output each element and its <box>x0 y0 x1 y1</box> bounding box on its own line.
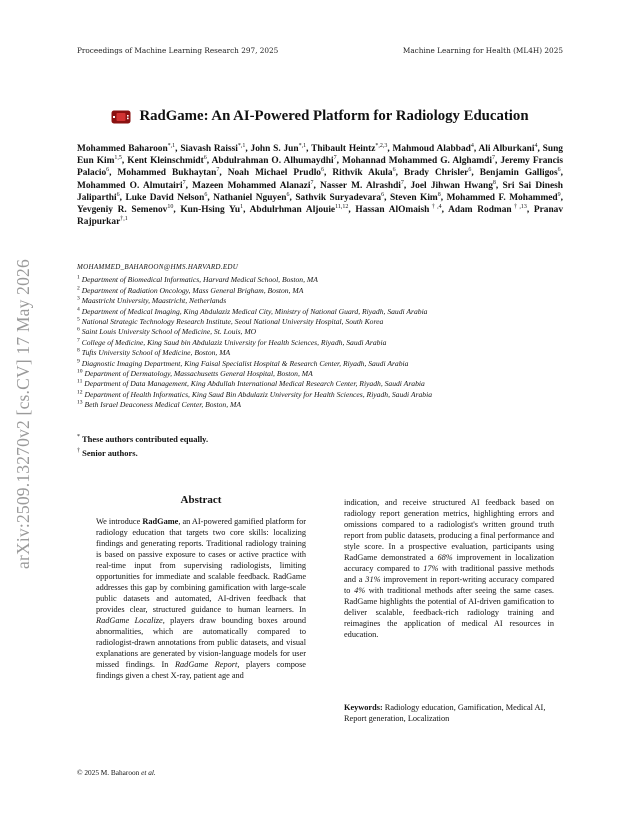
author-name: Mohammed O. Almutairi <box>77 180 183 191</box>
author-affiliation-marker: 6 <box>321 167 324 174</box>
author-affiliation-marker: 1,5 <box>114 155 122 162</box>
abstract-text: , players draw bounding boxes around abnormalities, which are automatically compared to radiologist-drawn annotations from public datasets, and visual explanations are generated by vision-language models for user missed findings. In <box>96 616 306 669</box>
author-name: Siavash Raissi <box>180 144 238 154</box>
author-affiliation-marker: 7 <box>182 179 186 186</box>
author-affiliation-marker: 6 <box>557 167 561 174</box>
affiliation-item: $^3$ Maastricht University, Maastricht, Netherlands <box>77 295 227 306</box>
author-affiliation-marker: 6 <box>106 167 110 174</box>
keywords <box>344 702 554 724</box>
author-name: Noah Michael Prudlo <box>227 168 321 179</box>
author-affiliation-marker: 9 <box>557 191 561 198</box>
author-name: Mohammed Bukhaytan <box>117 168 217 179</box>
senior-author-note: † Senior authors. <box>77 447 138 458</box>
author-name: Steven Kim <box>389 192 438 203</box>
author-affiliation-marker: *,1 <box>167 142 176 149</box>
author-name: Nasser M. Alrashdi <box>320 180 401 191</box>
affiliation-item: $^{12}$ Department of Health Informatics, King Saud Bin Abdulaziz University for Health Sciences, Riyadh, Saudi Arabia <box>77 389 433 399</box>
game-console-icon <box>111 110 131 124</box>
author-affiliation-marker: 11,12 <box>335 203 349 210</box>
author-affiliation-marker: *,1 <box>237 142 246 149</box>
abstract-heading: Abstract <box>180 494 222 506</box>
author-name: Luke David Nelson <box>125 192 205 203</box>
abstract-text: We introduce <box>96 517 143 526</box>
emphasis-text: 17% <box>423 564 439 573</box>
affiliation-item: $^{13}$ Beth Israel Deaconess Medical Center, Boston, MA <box>77 399 241 410</box>
affiliation-list <box>77 263 563 411</box>
author-affiliation-marker: 6 <box>203 155 207 162</box>
copyright-etal: et al. <box>141 768 156 777</box>
abstract-text: , an AI-powered gamified platform for radiology education that targets two core skills: localizing findings and generating reports. Traditional radiology training is based on passive exposure to cases or active practice with real-time input from supervising radiologists, limiting opportunities for immediate and scalable feedback. RadGame addresses this gap by combining gamification with large-scale public datasets and automated, AI-driven feedback that provides clear, structured guidance to human learners. In <box>96 517 306 614</box>
author-affiliation-marker: 6 <box>204 191 208 198</box>
author-name: Adam Rodman <box>448 205 512 216</box>
author-affiliation-marker: 6 <box>468 167 472 174</box>
affiliation-item: $^5$ National Strategic Technology Research Institute, Seoul National University Hospital, South Korea <box>77 316 384 327</box>
author-name: Mohannad Mohammed G. Alghamdi <box>341 156 492 167</box>
author-name: Abdulrhman Aljouie <box>249 205 336 216</box>
emphasis-text: RadGame Report <box>174 660 238 669</box>
running-header-right: Machine Learning for Health (ML4H) 2025 <box>402 46 563 55</box>
author-affiliation-marker: 7 <box>491 155 495 162</box>
affiliation-item: $^2$ Department of Radiation Oncology, Mass General Brigham, Boston, MA <box>77 285 304 295</box>
abstract-text: improvement in report-writing accuracy compared to <box>344 575 554 595</box>
abstract-right-column <box>344 497 554 640</box>
author-name: Ali Alburkani <box>478 144 535 154</box>
author-affiliation-marker: †,1 <box>120 216 128 223</box>
author-name: Mohammed F. Mohammed <box>446 192 558 203</box>
author-name: Pranav Rajpurkar <box>77 205 564 228</box>
author-name: Brady Chrisler <box>403 168 469 179</box>
author-affiliation-marker: 6 <box>381 191 385 198</box>
author-name: Sathvik Suryadevara <box>295 192 382 203</box>
author-name: Sri Sai Dinesh Jaliparthi <box>77 180 563 203</box>
emphasis-text: 31% <box>365 575 381 584</box>
emphasis-text: 68% <box>437 553 453 562</box>
paper-title: RadGame: An AI-Powered Platform for Radiology Education <box>139 108 529 124</box>
author-affiliation-marker: †,13 <box>511 203 527 210</box>
author-affiliation-marker: 6 <box>286 191 290 198</box>
author-affiliation-marker: 7 <box>310 179 314 186</box>
author-name: Abdulrahman O. Alhumaydhi <box>211 156 334 167</box>
author-name: Yevgeniy R. Semenov <box>77 205 168 216</box>
author-name: Kent Kleinschmidt <box>127 156 204 167</box>
abstract-text: , players compose findings given a chest X-ray, patient age and <box>96 660 306 680</box>
author-affiliation-marker: 7 <box>400 179 404 186</box>
affiliation-item: $^{10}$ Department of Dermatology, Massachusetts General Hospital, Boston, MA <box>77 368 313 379</box>
author-affiliation-marker: 7 <box>333 155 337 162</box>
author-name: John S. Jun <box>250 144 299 154</box>
author-name: Jeremy Francis Palacio <box>77 156 564 179</box>
author-affiliation-marker: 8 <box>492 179 496 186</box>
equal-contribution-note: * These authors contributed equally. <box>77 433 209 444</box>
author-affiliation-marker: 10 <box>167 203 174 210</box>
author-name: Mahmoud Alabbad <box>392 144 471 154</box>
title-row <box>77 108 563 125</box>
author-name: Benjamin Galligos <box>479 168 558 179</box>
author-name: Nathaniel Nguyen <box>213 192 287 203</box>
keywords-text: Radiology education, Gamification, Medical AI, Report generation, Localization <box>344 703 546 723</box>
author-affiliation-marker: 7 <box>216 167 220 174</box>
affiliation-item: $^1$ Department of Biomedical Informatics, Harvard Medical School, Boston, MA <box>77 274 318 285</box>
corresponding-email[interactable]: MOHAMMED_BAHAROON@HMS.HARVARD.EDU <box>77 263 239 271</box>
author-name: Kun-Hsing Yu <box>180 205 241 216</box>
author-name: Mohammed Baharoon <box>77 144 168 154</box>
abstract-text: with traditional methods after seeing the same cases. RadGame highlights the potential of AI-driven gamification to deliver scalable, feedback-rich radiology training and reimagines the application of medical AI resources in education. <box>344 586 555 639</box>
author-name: Joel Jihwan Hwang <box>410 180 493 191</box>
author-name: Sung Eun Kim <box>77 144 563 167</box>
affiliation-item: $^4$ Department of Medical Imaging, King Abdulaziz Medical City, Ministry of National Guard, Riyadh, Saudi Arabia <box>77 306 428 316</box>
affiliation-item: $^{11}$ Department of Data Management, King Abdullah International Medical Research Center, Riyadh, Saudi Arabia <box>77 378 425 389</box>
abstract-left-column <box>96 516 306 681</box>
affiliation-item: $^6$ Saint Louis University School of Medicine, St. Louis, MO <box>77 326 257 337</box>
keywords-label: Keywords: <box>344 703 383 712</box>
author-affiliation-marker: 6 <box>116 191 120 198</box>
author-name: Hassan AlOmaish <box>355 205 430 216</box>
author-affiliation-marker: †,4 <box>429 203 442 210</box>
author-affiliation-marker: 1 <box>240 203 244 210</box>
abstract-text: indication, and receive structured AI feedback based on radiology report generation metrics, highlighting errors and omissions compared to a radiologist's written ground truth report from public datasets, producing a final performance and style score. In a prospective evaluation, participants using RadGame demonstrated a <box>344 498 554 562</box>
abstract-text: with traditional passive methods and a <box>344 564 555 584</box>
emphasis-text: 4% <box>354 586 366 595</box>
affiliation-item: $^8$ Tufts University School of Medicine, Boston, MA <box>77 347 231 358</box>
affiliation-item: $^7$ College of Medicine, King Saud bin Abdulaziz University for Health Sciences, Riyadh, Saudi Arabia <box>77 337 387 347</box>
author-affiliation-marker: 4 <box>470 142 474 149</box>
author-affiliation-marker: 8 <box>437 191 441 198</box>
author-list: Mohammed Baharoon$^{*,1}$, Siavash Raissi$^{*,1}$, John S. Jun$^{*,1}$, Thibault Heintz$^{*,2,3}$, Mahmoud Alabbad$^4$, Ali Alburkani$^4$, Sung Eun Kim$^{1,5}$, Kent Kleinschmidt$^6$, Abdulrahman O. Alhumaydhi$^7$, Mohannad Mohammed G. Alghamdi$^7$, Jeremy Francis Palacio$^6$, Mohammed Bukhaytan$^7$, Noah Michael Prudlo$^6$, Rithvik Akula$^6$, Brady Chrisler$^6$, Benjamin Galligos$^6$, Mohammed O. Almutairi$^7$, Mazeen Mohammed Alanazi$^7$, Nasser M. Alrashdi$^7$, Joel Jihwan Hwang$^8$, Sri Sai Dinesh Jaliparthi$^6$, Luke David Nelson$^6$, Nathaniel Nguyen$^6$, Sathvik Suryadevara$^6$, Steven Kim$^8$, Mohammed F. Mohammed$^9$, Yevgeniy R. Semenov$^{10}$, Kun-Hsing Yu$^1$, Abdulrhman Aljouie$^{11,12}$, Hassan AlOmaish$^{\dagger,4}$, Adam Rodman$^{\dagger,13}$, Pranav Rajpurkar$^{\dagger,1}$ <box>77 142 564 228</box>
copyright-prefix: © 2025 M. Baharoon <box>77 768 140 777</box>
copyright-notice <box>77 768 156 777</box>
abstract-text: improvement in localization accuracy compared to <box>344 553 554 573</box>
author-name: Mazeen Mohammed Alanazi <box>192 180 311 191</box>
author-affiliation-marker: 4 <box>534 142 538 149</box>
running-header-left: Proceedings of Machine Learning Research 297, 2025 <box>77 46 279 55</box>
author-name: Rithvik Akula <box>332 168 393 179</box>
author-affiliation-marker: 6 <box>392 167 396 174</box>
emphasis-text: RadGame Localize <box>96 616 163 625</box>
author-affiliation-marker: *,1 <box>298 142 307 149</box>
affiliation-item: $^9$ Diagnostic Imaging Department, King Faisal Specialist Hospital & Research Center, Riyadh, Saudi Arabia <box>77 358 409 368</box>
bold-term: RadGame <box>142 517 179 526</box>
author-notes <box>77 431 208 459</box>
author-affiliation-marker: *,2,3 <box>375 142 388 149</box>
arxiv-identifier[interactable]: arXiv:2509.13270v2 [cs.CV] 17 May 2026 <box>13 259 33 569</box>
author-name: Thibault Heintz <box>311 144 376 154</box>
